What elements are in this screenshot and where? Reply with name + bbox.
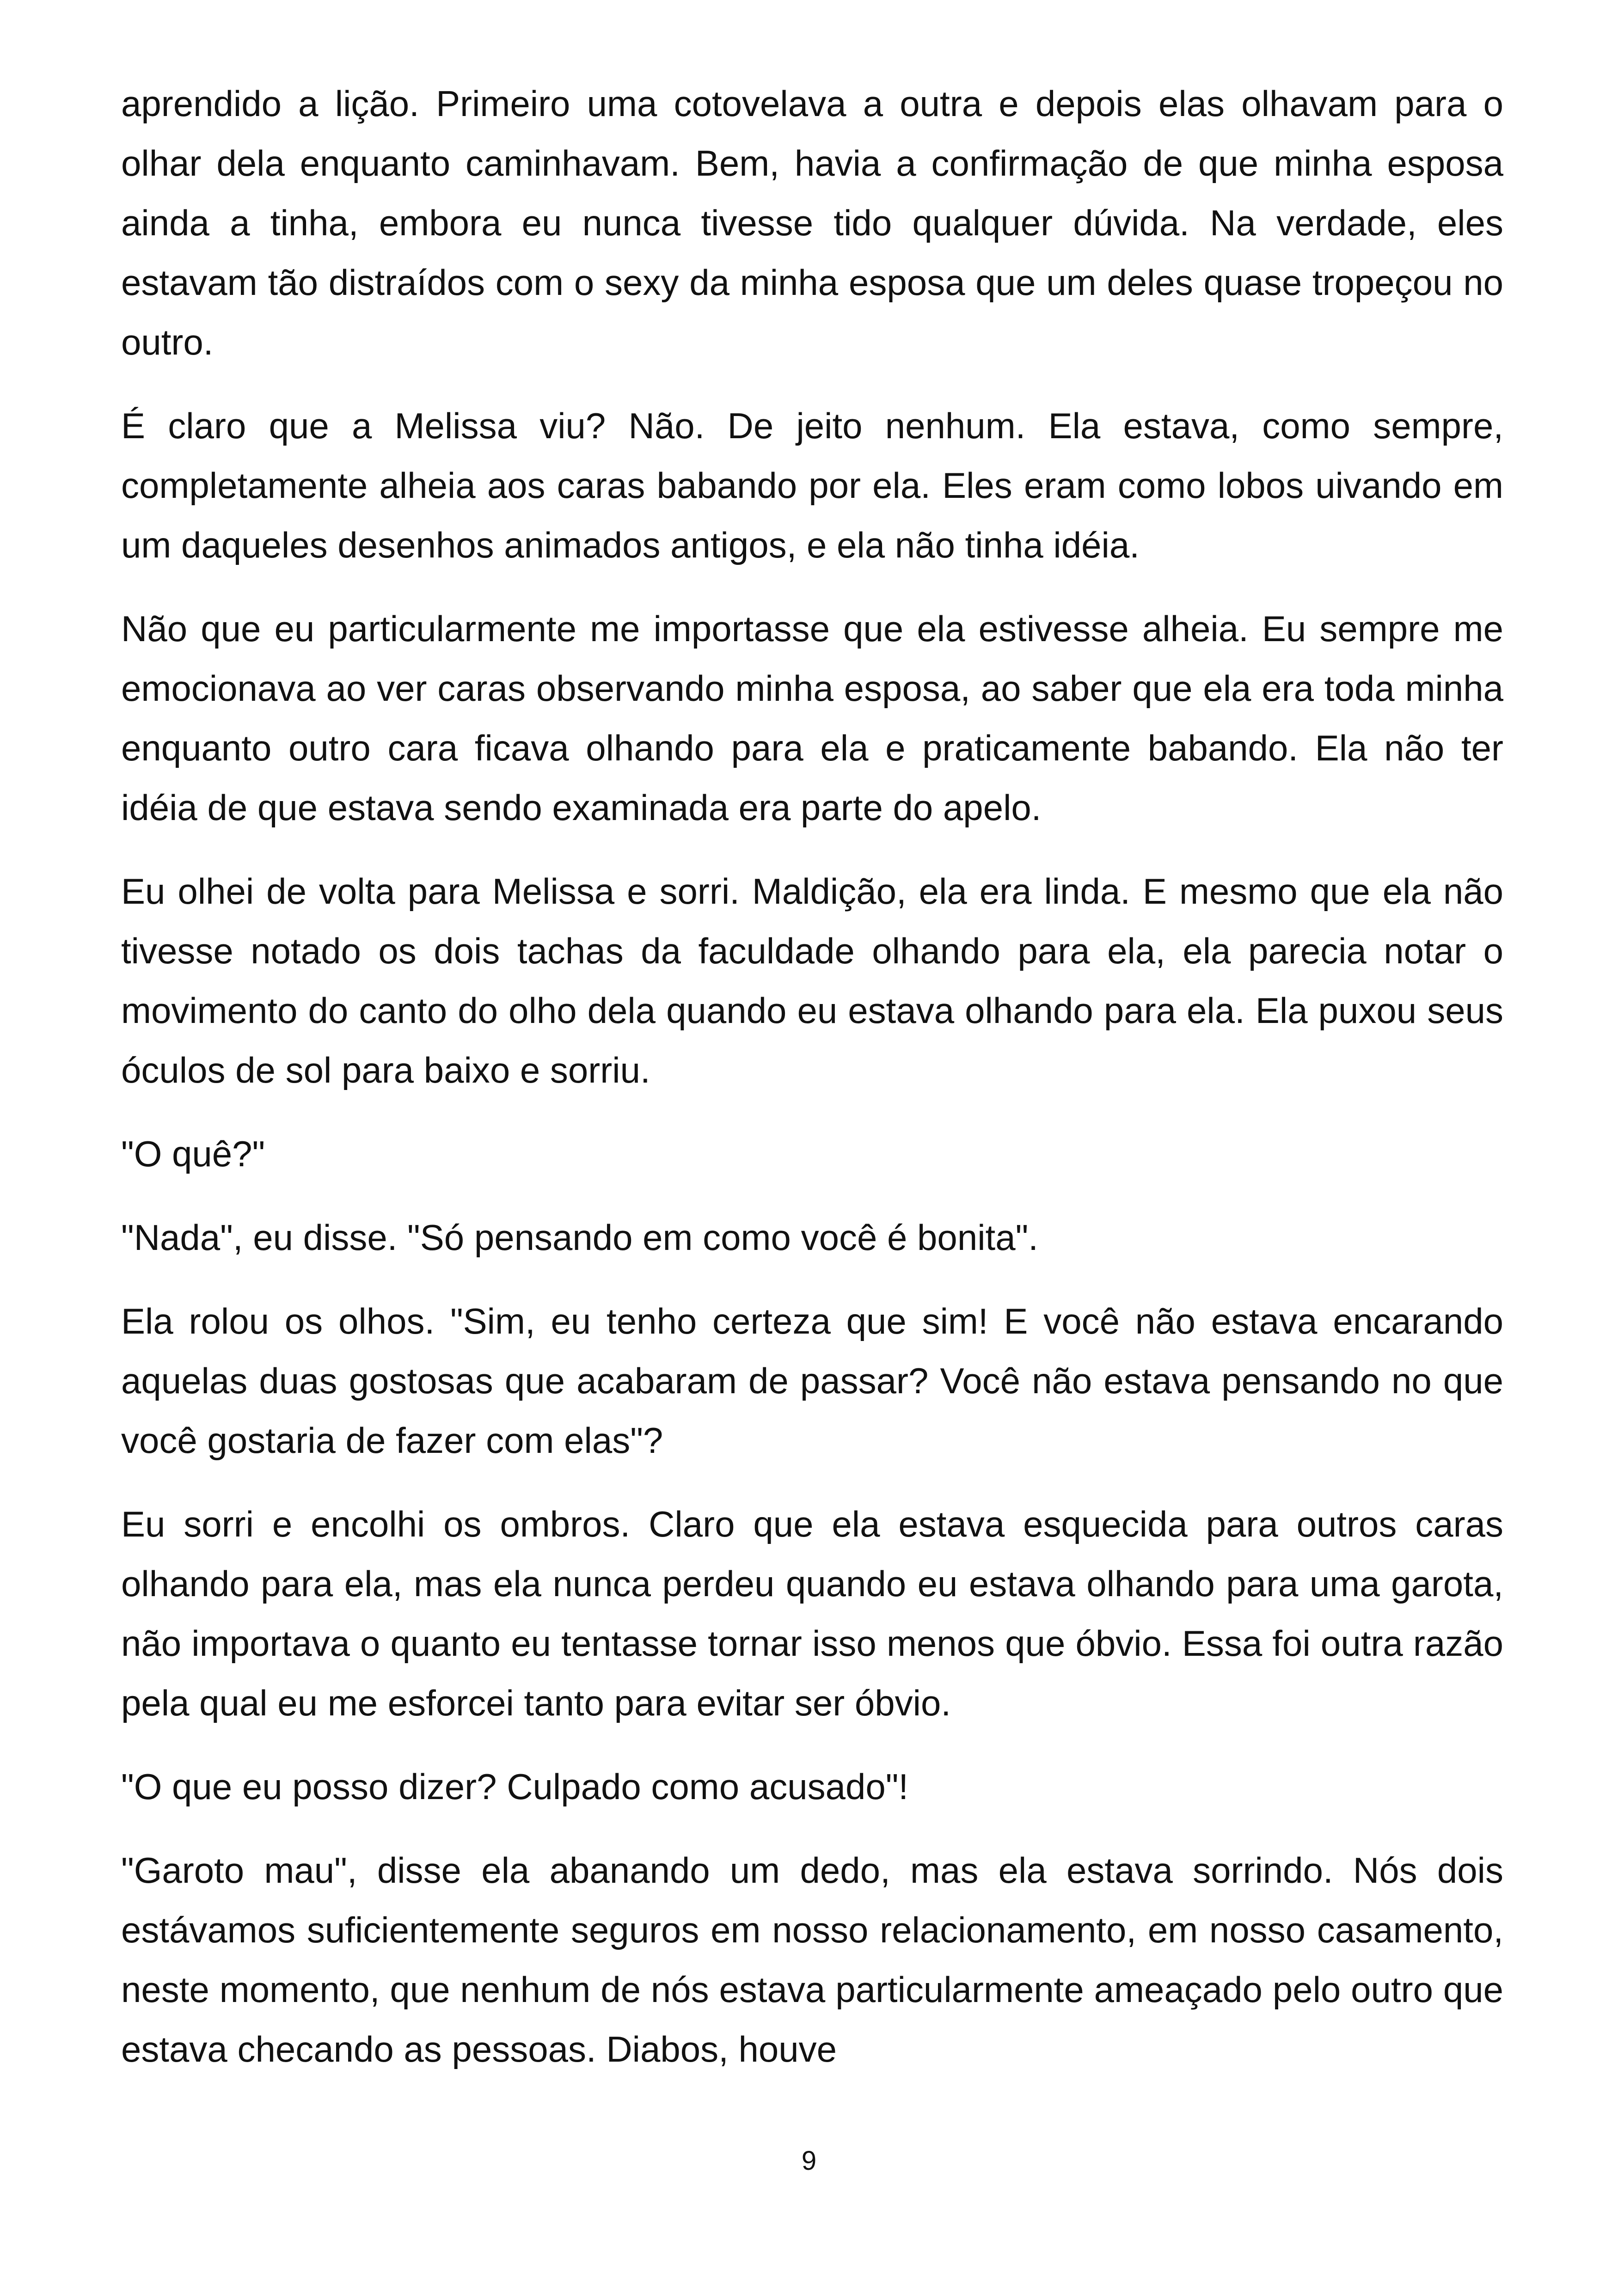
paragraph: "Garoto mau", disse ela abanando um dedo, mas ela estava sorrindo. Nós dois estávamos suficientemente seguros em nosso relacionamento, em nosso casamento, neste momento, que nenhum de nós estava particularmente ameaçado pelo outro que estava checando as pessoas. Diabos, houve bbox=[121, 1850, 1503, 2069]
paragraph: Ela rolou os olhos. "Sim, eu tenho certeza que sim! E você não estava encarando aquelas duas gostosas que acabaram de passar? Você não estava pensando no que você gostaria de fazer com elas"? bbox=[121, 1301, 1503, 1461]
body-text bbox=[121, 74, 1503, 2079]
paragraph: Eu sorri e encolhi os ombros. Claro que ela estava esquecida para outros caras olhando para ela, mas ela nunca perdeu quando eu estava olhando para uma garota, não importava o quanto eu tentasse tornar isso menos que óbvio. Essa foi outra razão pela qual eu me esforcei tanto para evitar ser óbvio. bbox=[121, 1504, 1503, 1723]
paragraph: É claro que a Melissa viu? Não. De jeito nenhum. Ela estava, como sempre, completamente alheia aos caras babando por ela. Eles eram como lobos uivando em um daqueles desenhos animados antigos, e ela não tinha idéia. bbox=[121, 405, 1503, 565]
paragraph: aprendido a lição. Primeiro uma cotovelava a outra e depois elas olhavam para o olhar dela enquanto caminhavam. Bem, havia a confirmação de que minha esposa ainda a tinha, embora eu nunca tivesse tido qualquer dúvida. Na verdade, eles estavam tão distraídos com o sexy da minha esposa que um deles quase tropeçou no outro. bbox=[121, 83, 1503, 362]
page-number: 9 bbox=[801, 2146, 817, 2176]
paragraph: "O quê?" bbox=[121, 1133, 265, 1174]
paragraph: Não que eu particularmente me importasse que ela estivesse alheia. Eu sempre me emocionava ao ver caras observando minha esposa, ao saber que ela era toda minha enquanto outro cara ficava olhando para ela e praticamente babando. Ela não ter idéia de que estava sendo examinada era parte do apelo. bbox=[121, 608, 1503, 828]
paragraph: "Nada", eu disse. "Só pensando em como você é bonita". bbox=[121, 1217, 1038, 1258]
paragraph: "O que eu posso dizer? Culpado como acusado"! bbox=[121, 1766, 909, 1807]
paragraph: Eu olhei de volta para Melissa e sorri. Maldição, ela era linda. E mesmo que ela não tivesse notado os dois tachas da faculdade olhando para ela, ela parecia notar o movimento do canto do olho dela quando eu estava olhando para ela. Ela puxou seus óculos de sol para baixo e sorriu. bbox=[121, 871, 1503, 1090]
